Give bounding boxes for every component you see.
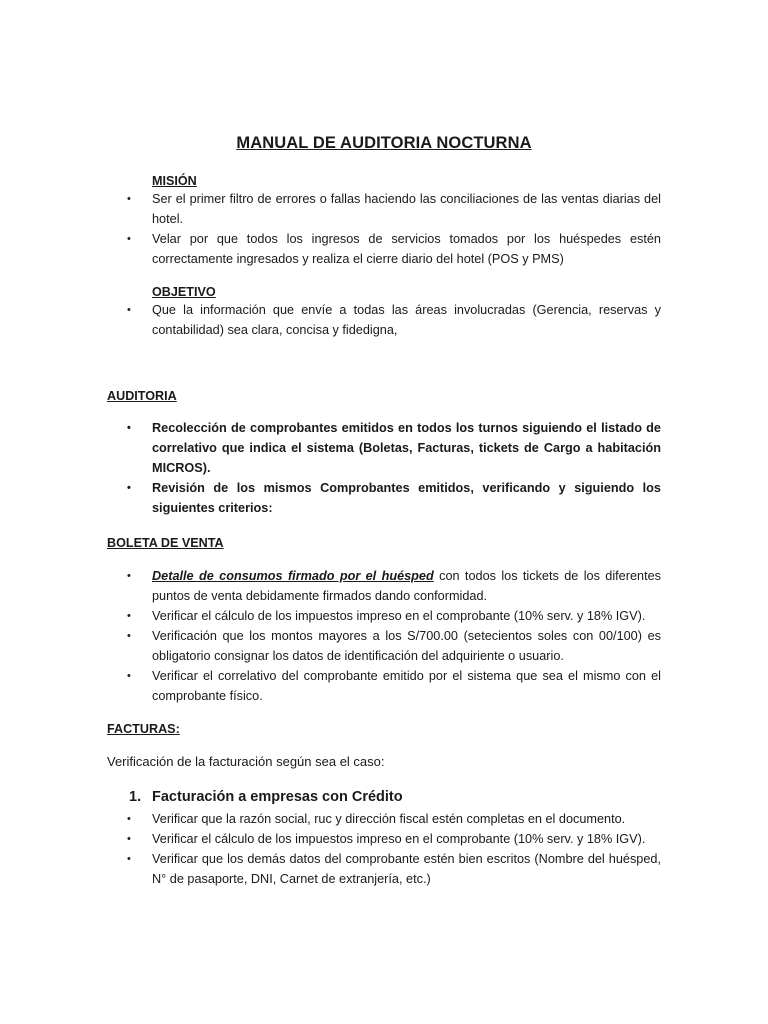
bullet-icon: • bbox=[127, 813, 131, 825]
bullet-icon: • bbox=[127, 570, 131, 582]
list-item: • Detalle de consumos firmado por el huésped con todos los tickets de los diferentes puntos de venta debidamente firmados dando conformidad. bbox=[152, 566, 661, 606]
list-item: • Verificación que los montos mayores a los S/700.00 (setecientos soles con 00/100) es obligatorio consignar los datos de identificación del adquiriente o usuario. bbox=[152, 626, 661, 666]
bullet-icon: • bbox=[127, 610, 131, 622]
bullet-icon: • bbox=[127, 193, 131, 205]
list-item: • Verificar que la razón social, ruc y dirección fiscal estén completas en el documento. bbox=[152, 809, 661, 829]
bullet-icon: • bbox=[127, 304, 131, 316]
bullet-icon: • bbox=[127, 833, 131, 845]
facturas-list bbox=[127, 809, 661, 889]
subsection-title bbox=[129, 787, 403, 807]
mision-heading: MISIÓN bbox=[152, 174, 197, 188]
bullet-icon: • bbox=[127, 422, 131, 434]
facturas-heading: FACTURAS: bbox=[107, 722, 180, 736]
emphasized-text: Detalle de consumos firmado por el huésped bbox=[152, 569, 434, 583]
bullet-icon: • bbox=[127, 233, 131, 245]
bullet-icon: • bbox=[127, 670, 131, 682]
auditoria-heading: AUDITORIA bbox=[107, 389, 177, 403]
list-item: • Que la información que envíe a todas las áreas involucradas (Gerencia, reservas y contabilidad) sea clara, concisa y fidedigna, bbox=[152, 300, 661, 340]
bullet-icon: • bbox=[127, 630, 131, 642]
subsection-title-text: Facturación a empresas con Crédito bbox=[152, 789, 403, 805]
auditoria-list bbox=[127, 418, 661, 518]
list-item: • Ser el primer filtro de errores o fallas haciendo las conciliaciones de las ventas diarias del hotel. bbox=[152, 189, 661, 229]
objetivo-heading: OBJETIVO bbox=[152, 285, 216, 299]
facturas-intro: Verificación de la facturación según sea el caso: bbox=[107, 754, 385, 769]
list-item: • Velar por que todos los ingresos de servicios tomados por los huéspedes estén correctamente ingresados y realiza el cierre diario del hotel (POS y PMS) bbox=[152, 229, 661, 269]
bullet-icon: • bbox=[127, 482, 131, 494]
list-item: • Recolección de comprobantes emitidos en todos los turnos siguiendo el listado de correlativo que indica el sistema (Boletas, Facturas, tickets de Cargo a habitación MICROS). bbox=[152, 418, 661, 478]
document-title: MANUAL DE AUDITORIA NOCTURNA bbox=[236, 134, 532, 152]
list-item: • Revisión de los mismos Comprobantes emitidos, verificando y siguiendo los siguientes criterios: bbox=[152, 478, 661, 518]
list-item: • Verificar el cálculo de los impuestos impreso en el comprobante (10% serv. y 18% IGV). bbox=[152, 606, 661, 626]
boleta-heading: BOLETA DE VENTA bbox=[107, 536, 224, 550]
mision-list bbox=[127, 189, 661, 269]
bullet-icon: • bbox=[127, 853, 131, 865]
boleta-list bbox=[127, 566, 661, 706]
subsection-number: 1. bbox=[129, 789, 142, 805]
objetivo-list bbox=[127, 300, 661, 340]
list-item: • Verificar el cálculo de los impuestos impreso en el comprobante (10% serv. y 18% IGV). bbox=[152, 829, 661, 849]
list-item: • Verificar que los demás datos del comprobante estén bien escritos (Nombre del huésped, N° de pasaporte, DNI, Carnet de extranjería, etc.) bbox=[152, 849, 661, 889]
list-item: • Verificar el correlativo del comprobante emitido por el sistema que sea el mismo con el comprobante físico. bbox=[152, 666, 661, 706]
